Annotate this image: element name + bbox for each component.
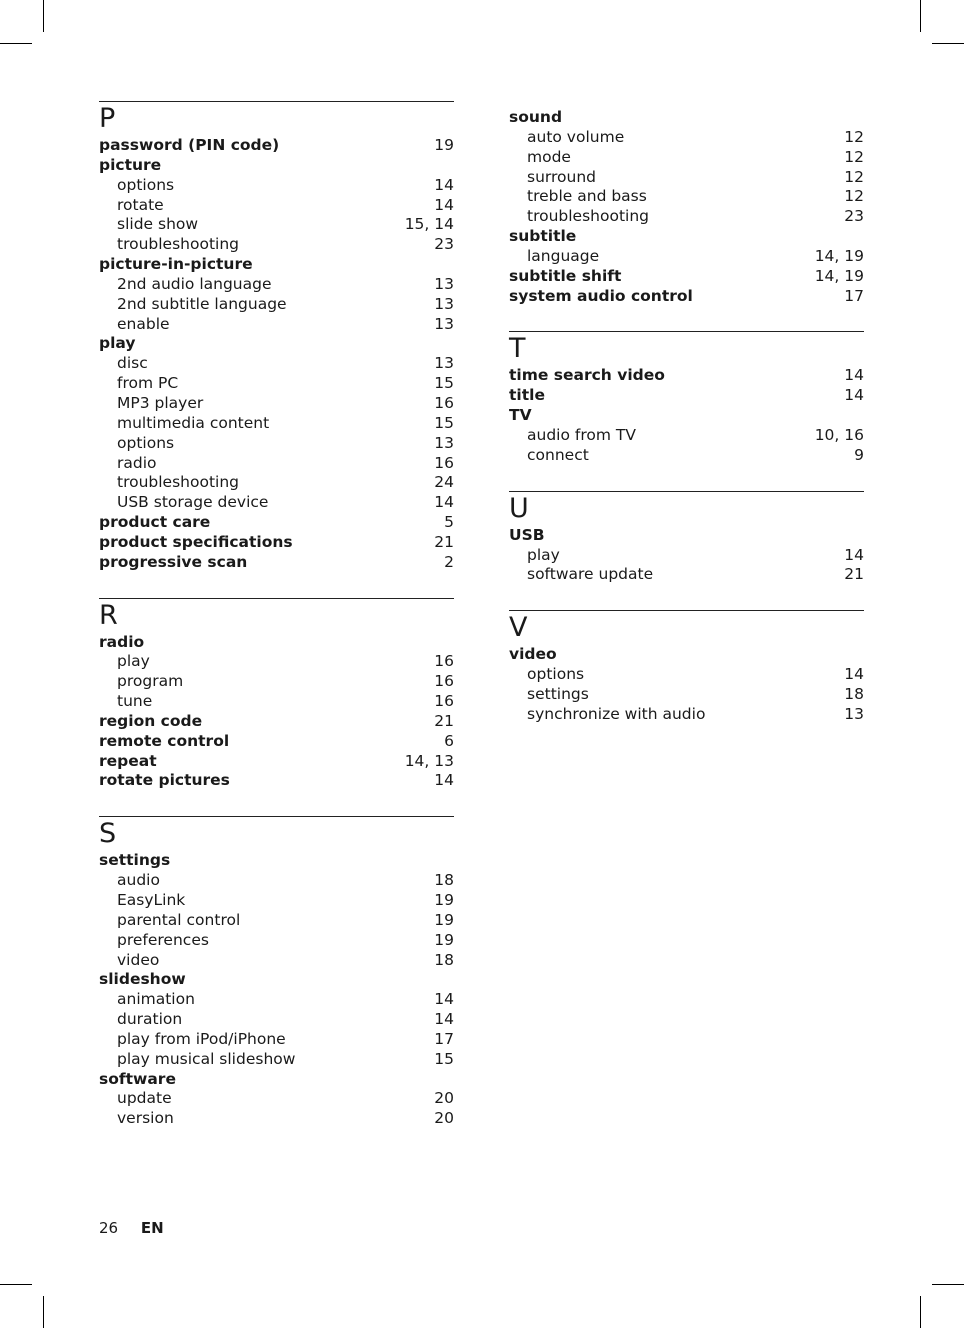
entry-pages: 18 <box>434 871 454 890</box>
section-divider <box>509 331 864 332</box>
entry-pages: 18 <box>844 684 864 703</box>
index-section <box>509 108 864 306</box>
entry-pages: 18 <box>434 950 454 969</box>
entry-pages: 21 <box>434 532 454 551</box>
index-right-column <box>509 108 864 750</box>
index-subentry <box>99 493 454 513</box>
crop-mark <box>43 1296 44 1328</box>
entry-term: options <box>117 175 175 194</box>
entry-pages: 2 <box>444 552 454 571</box>
index-entry <box>99 513 454 533</box>
entry-term: slideshow <box>99 970 186 989</box>
entry-pages: 16 <box>434 393 454 412</box>
entry-pages: 13 <box>434 314 454 333</box>
entry-pages: 21 <box>434 711 454 730</box>
section-divider <box>509 610 864 611</box>
entry-term: rotate <box>117 195 164 214</box>
index-subentry <box>99 434 454 454</box>
page-footer <box>99 1219 164 1237</box>
entry-pages: 20 <box>434 1109 454 1128</box>
entry-pages: 23 <box>844 207 864 226</box>
index-entry <box>509 227 864 247</box>
index-subentry <box>99 235 454 255</box>
entry-pages: 13 <box>434 274 454 293</box>
page-number: 26 <box>99 1219 119 1237</box>
entry-pages: 12 <box>844 127 864 146</box>
entry-term: audio from TV <box>527 425 636 444</box>
entry-term: auto volume <box>527 127 625 146</box>
index-subentry <box>99 911 454 931</box>
entry-term: preferences <box>117 930 209 949</box>
entry-pages: 19 <box>434 910 454 929</box>
entry-term: time search video <box>509 366 665 385</box>
entry-pages: 14, 19 <box>814 246 864 265</box>
index-subentry <box>99 196 454 216</box>
entry-term: disc <box>117 354 148 373</box>
entry-pages: 14 <box>434 990 454 1009</box>
index-entry <box>509 406 864 426</box>
entry-term: picture <box>99 155 162 174</box>
entry-pages: 12 <box>844 187 864 206</box>
entry-pages: 15 <box>434 1049 454 1068</box>
crop-mark <box>43 0 44 32</box>
entry-term: picture-in-picture <box>99 255 253 274</box>
index-subentry <box>509 426 864 446</box>
entry-pages: 19 <box>434 930 454 949</box>
index-subentry <box>509 168 864 188</box>
index-subentry <box>99 1050 454 1070</box>
index-entry <box>99 752 454 772</box>
index-subentry <box>99 931 454 951</box>
entry-pages: 10, 16 <box>814 425 864 444</box>
entry-term: EasyLink <box>117 891 186 909</box>
entry-pages: 16 <box>434 652 454 671</box>
entry-pages: 23 <box>434 235 454 254</box>
entry-term: play <box>117 652 150 671</box>
index-subentry <box>99 176 454 196</box>
entry-pages: 13 <box>434 294 454 313</box>
index-subentry <box>509 546 864 566</box>
index-subentry <box>509 446 864 466</box>
index-entry <box>99 712 454 732</box>
entry-pages: 15 <box>434 374 454 393</box>
entry-pages: 20 <box>434 1089 454 1108</box>
index-subentry <box>509 665 864 685</box>
index-subentry <box>99 1109 454 1129</box>
entry-term: settings <box>527 684 589 703</box>
entry-term: sound <box>509 108 563 126</box>
index-section <box>509 610 864 724</box>
index-subentry <box>99 295 454 315</box>
entry-pages: 14, 19 <box>814 266 864 285</box>
index-section <box>509 491 864 586</box>
section-divider <box>509 491 864 492</box>
entry-term: play <box>527 545 560 564</box>
index-entry <box>509 108 864 128</box>
entry-pages: 15, 14 <box>404 215 454 234</box>
entry-pages: 24 <box>434 473 454 492</box>
entry-term: 2nd subtitle language <box>117 294 287 313</box>
index-subentry <box>509 685 864 705</box>
entry-term: region code <box>99 711 203 730</box>
index-left-column <box>99 101 454 1154</box>
index-entry <box>99 255 454 275</box>
index-section <box>99 598 454 792</box>
entry-term: 2nd audio language <box>117 274 272 293</box>
index-subentry <box>99 951 454 971</box>
index-entry <box>99 156 454 176</box>
entry-term: product specifications <box>99 532 293 551</box>
index-subentry <box>99 891 454 911</box>
entry-term: video <box>509 645 557 664</box>
entry-term: USB storage device <box>117 493 269 512</box>
entry-pages: 16 <box>434 692 454 711</box>
entry-pages: 14 <box>434 1010 454 1029</box>
index-section <box>99 101 454 573</box>
entry-pages: 14 <box>434 175 454 194</box>
entry-term: video <box>117 950 160 969</box>
index-section <box>509 331 864 465</box>
entry-pages: 13 <box>434 354 454 373</box>
index-subentry <box>509 247 864 267</box>
entry-term: program <box>117 672 184 691</box>
index-subentry <box>99 215 454 235</box>
index-entry <box>99 633 454 653</box>
section-divider <box>99 101 454 102</box>
crop-mark <box>920 1296 921 1328</box>
index-entry <box>99 136 454 156</box>
entry-term: play <box>99 334 136 353</box>
entry-term: play musical slideshow <box>117 1049 296 1068</box>
index-subentry <box>509 187 864 207</box>
entry-pages: 5 <box>444 513 454 532</box>
index-entry <box>509 366 864 386</box>
crop-mark <box>0 43 32 44</box>
entry-pages: 14 <box>844 366 864 385</box>
section-letter: R <box>99 599 118 631</box>
entry-term: password (PIN code) <box>99 136 280 154</box>
index-entry <box>509 287 864 307</box>
entry-pages: 19 <box>434 136 454 154</box>
entry-term: parental control <box>117 910 241 929</box>
section-letter: P <box>99 103 116 134</box>
entry-pages: 14 <box>434 771 454 790</box>
index-entry <box>509 267 864 287</box>
language-code: EN <box>140 1219 164 1237</box>
entry-term: software update <box>527 565 654 584</box>
index-subentry <box>509 207 864 227</box>
entry-term: troubleshooting <box>117 473 240 492</box>
section-divider <box>99 816 454 817</box>
entry-term: options <box>527 665 585 684</box>
index-entry <box>99 732 454 752</box>
entry-term: subtitle <box>509 227 577 246</box>
entry-term: product care <box>99 513 211 532</box>
entry-term: options <box>117 433 175 452</box>
entry-pages: 19 <box>434 891 454 909</box>
index-subentry <box>99 454 454 474</box>
entry-term: remote control <box>99 731 230 750</box>
section-letter: U <box>509 492 529 524</box>
entry-term: radio <box>99 632 145 651</box>
entry-term: USB <box>509 525 545 544</box>
entry-term: title <box>509 386 545 405</box>
index-subentry <box>99 1089 454 1109</box>
entry-term: audio <box>117 871 160 890</box>
entry-term: rotate pictures <box>99 771 230 790</box>
index-subentry <box>99 275 454 295</box>
entry-pages: 16 <box>434 453 454 472</box>
entry-pages: 12 <box>844 167 864 186</box>
entry-term: settings <box>99 851 171 870</box>
entry-term: system audio control <box>509 286 693 305</box>
entry-term: tune <box>117 692 153 711</box>
entry-term: mode <box>527 147 571 166</box>
entry-term: surround <box>527 167 597 186</box>
section-divider <box>99 598 454 599</box>
entry-term: from PC <box>117 374 179 393</box>
entry-pages: 14, 13 <box>404 751 454 770</box>
entry-term: slide show <box>117 215 199 234</box>
section-letter: V <box>509 612 528 644</box>
crop-mark <box>0 1284 32 1285</box>
crop-mark <box>932 43 964 44</box>
index-subentry <box>99 394 454 414</box>
index-entry <box>99 533 454 553</box>
entry-term: multimedia content <box>117 413 270 432</box>
entry-pages: 12 <box>844 147 864 166</box>
index-entry <box>99 851 454 871</box>
entry-pages: 13 <box>434 433 454 452</box>
index-subentry <box>509 148 864 168</box>
index-subentry <box>99 672 454 692</box>
index-entry <box>509 526 864 546</box>
entry-pages: 21 <box>844 565 864 584</box>
entry-pages: 9 <box>854 445 864 464</box>
index-section <box>99 816 454 1129</box>
entry-pages: 13 <box>844 704 864 723</box>
entry-pages: 14 <box>844 386 864 405</box>
entry-term: progressive scan <box>99 552 248 571</box>
index-entry <box>509 645 864 665</box>
entry-term: version <box>117 1109 174 1128</box>
entry-term: troubleshooting <box>527 207 650 226</box>
entry-pages: 15 <box>434 413 454 432</box>
index-entry <box>99 1070 454 1090</box>
index-subentry <box>99 1030 454 1050</box>
entry-term: software <box>99 1069 176 1088</box>
entry-term: enable <box>117 314 170 333</box>
entry-pages: 6 <box>444 731 454 750</box>
entry-term: animation <box>117 990 195 1009</box>
index-subentry <box>99 315 454 335</box>
index-subentry <box>509 128 864 148</box>
index-entry <box>99 553 454 573</box>
index-subentry <box>99 354 454 374</box>
entry-term: update <box>117 1089 172 1108</box>
index-entry <box>99 334 454 354</box>
index-subentry <box>99 473 454 493</box>
index-subentry <box>509 705 864 725</box>
entry-term: repeat <box>99 751 157 770</box>
entry-term: subtitle shift <box>509 266 622 285</box>
entry-pages: 14 <box>844 665 864 684</box>
index-entry <box>99 970 454 990</box>
entry-term: language <box>527 246 600 265</box>
entry-pages: 17 <box>434 1029 454 1048</box>
entry-pages: 17 <box>844 286 864 305</box>
index-entry <box>99 771 454 791</box>
entry-term: connect <box>527 445 589 464</box>
index-subentry <box>99 1010 454 1030</box>
index-subentry <box>99 652 454 672</box>
index-subentry <box>509 565 864 585</box>
entry-term: synchronize with audio <box>527 704 706 723</box>
entry-term: duration <box>117 1010 183 1029</box>
entry-term: radio <box>117 453 157 472</box>
entry-term: TV <box>509 406 532 425</box>
entry-term: treble and bass <box>527 187 647 206</box>
entry-pages: 14 <box>844 545 864 564</box>
entry-pages: 14 <box>434 195 454 214</box>
index-subentry <box>99 692 454 712</box>
section-letter: T <box>509 333 526 365</box>
index-subentry <box>99 414 454 434</box>
index-subentry <box>99 374 454 394</box>
index-entry <box>509 386 864 406</box>
entry-term: MP3 player <box>117 393 204 412</box>
crop-mark <box>932 1284 964 1285</box>
entry-pages: 14 <box>434 493 454 512</box>
entry-term: play from iPod/iPhone <box>117 1029 286 1048</box>
index-subentry <box>99 990 454 1010</box>
crop-mark <box>920 0 921 32</box>
section-letter: S <box>99 818 117 850</box>
index-subentry <box>99 871 454 891</box>
entry-term: troubleshooting <box>117 235 240 254</box>
entry-pages: 16 <box>434 672 454 691</box>
